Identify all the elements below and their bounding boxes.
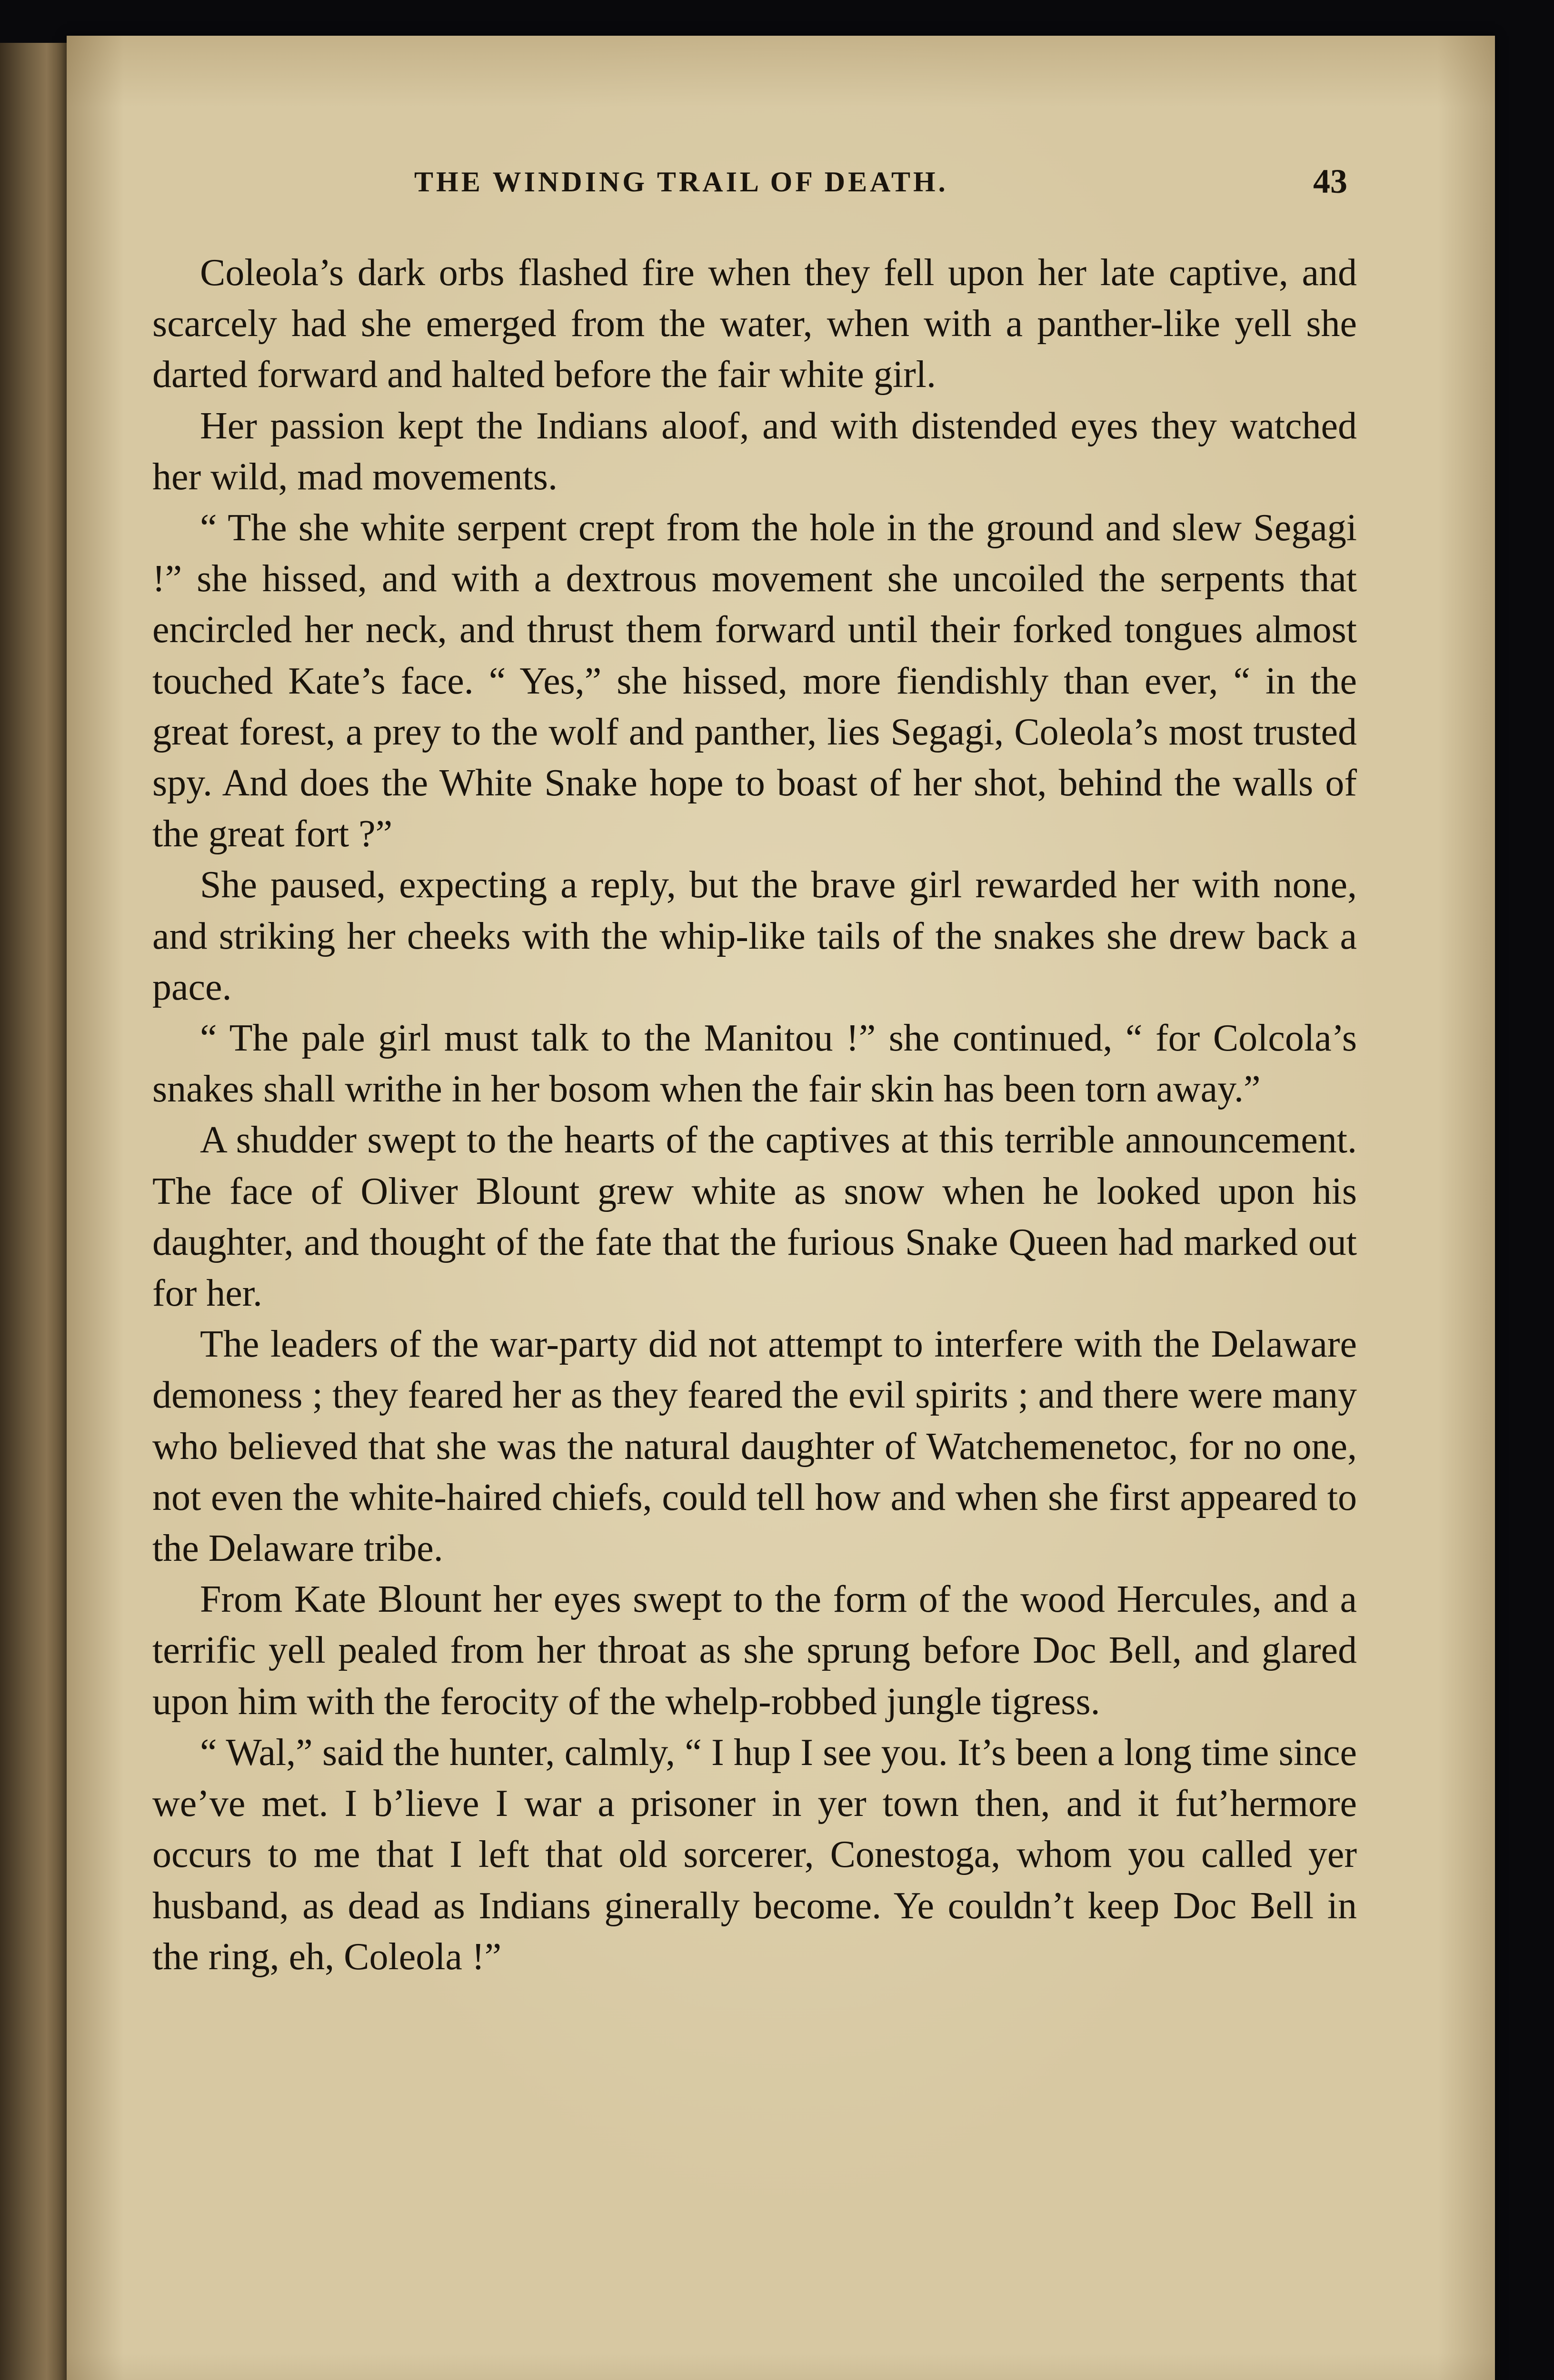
paragraph: Coleola’s dark orbs flashed fire when they fell upon her late captive, and scarcely had she emerged from the water, when with a panther-like yell she darted forward and halted before the fair white girl.: [152, 252, 1357, 396]
page-header: [414, 162, 1347, 208]
paragraph: “ The she white serpent crept from the hole in the ground and slew Segagi !” she hissed, and with a dextrous movement she uncoiled the serpents that encircled her neck, and thrust them forward until their forked tongues almost touched Kate’s face. “ Yes,” she hissed, more fiendishly than ever, “ in the great forest, a prey to the wolf and panther, lies Segagi, Coleola’s most trusted spy. And does the White Snake hope to boast of her shot, behind the walls of the great fort ?”: [152, 507, 1357, 855]
paragraph: Her passion kept the Indians aloof, and with distended eyes they watched her wild, mad movements.: [152, 405, 1357, 498]
paragraph: She paused, expecting a reply, but the brave girl rewarded her with none, and striking her cheeks with the whip-like tails of the snakes she drew back a pace.: [152, 864, 1357, 1008]
paragraph: “ The pale girl must talk to the Manitou !” she continued, “ for Colcola’s snakes shall writhe in her bosom when the fair skin has been torn away.”: [152, 1017, 1357, 1111]
paragraph: A shudder swept to the hearts of the captives at this terrible announcement. The face of Oliver Blount grew white as snow when he looked upon his daughter, and thought of the fate that the furious Snake Queen had marked out for her.: [152, 1119, 1357, 1315]
paragraph: The leaders of the war-party did not attempt to interfere with the Delaware demoness ; they feared her as they feared the evil spirits ; and there were many who believed that she was the natural daughter of Watchemenetoc, for no one, not even the white-haired chiefs, could tell how and when she first appeared to the Delaware tribe.: [152, 1323, 1357, 1570]
paragraph: “ Wal,” said the hunter, calmly, “ I hup I see you. It’s been a long time since we’ve met. I b’lieve I war a prisoner in yer town then, and it fut’hermore occurs to me that I left that old sorcerer, Conestoga, whom you called yer husband, as dead as Indians ginerally become. Ye couldn’t keep Doc Bell in the ring, eh, Coleola !”: [152, 1731, 1357, 1978]
previous-page-edge: [0, 43, 70, 2380]
paragraph: From Kate Blount her eyes swept to the form of the wood Hercules, and a terrific yell pealed from her throat as she sprung before Doc Bell, and glared upon him with the ferocity of the whelp-robbed jungle tigress.: [152, 1578, 1357, 1723]
body-text: [152, 248, 1357, 1983]
running-title: THE WINDING TRAIL OF DEATH.: [414, 166, 948, 198]
page-number: 43: [1313, 162, 1347, 200]
